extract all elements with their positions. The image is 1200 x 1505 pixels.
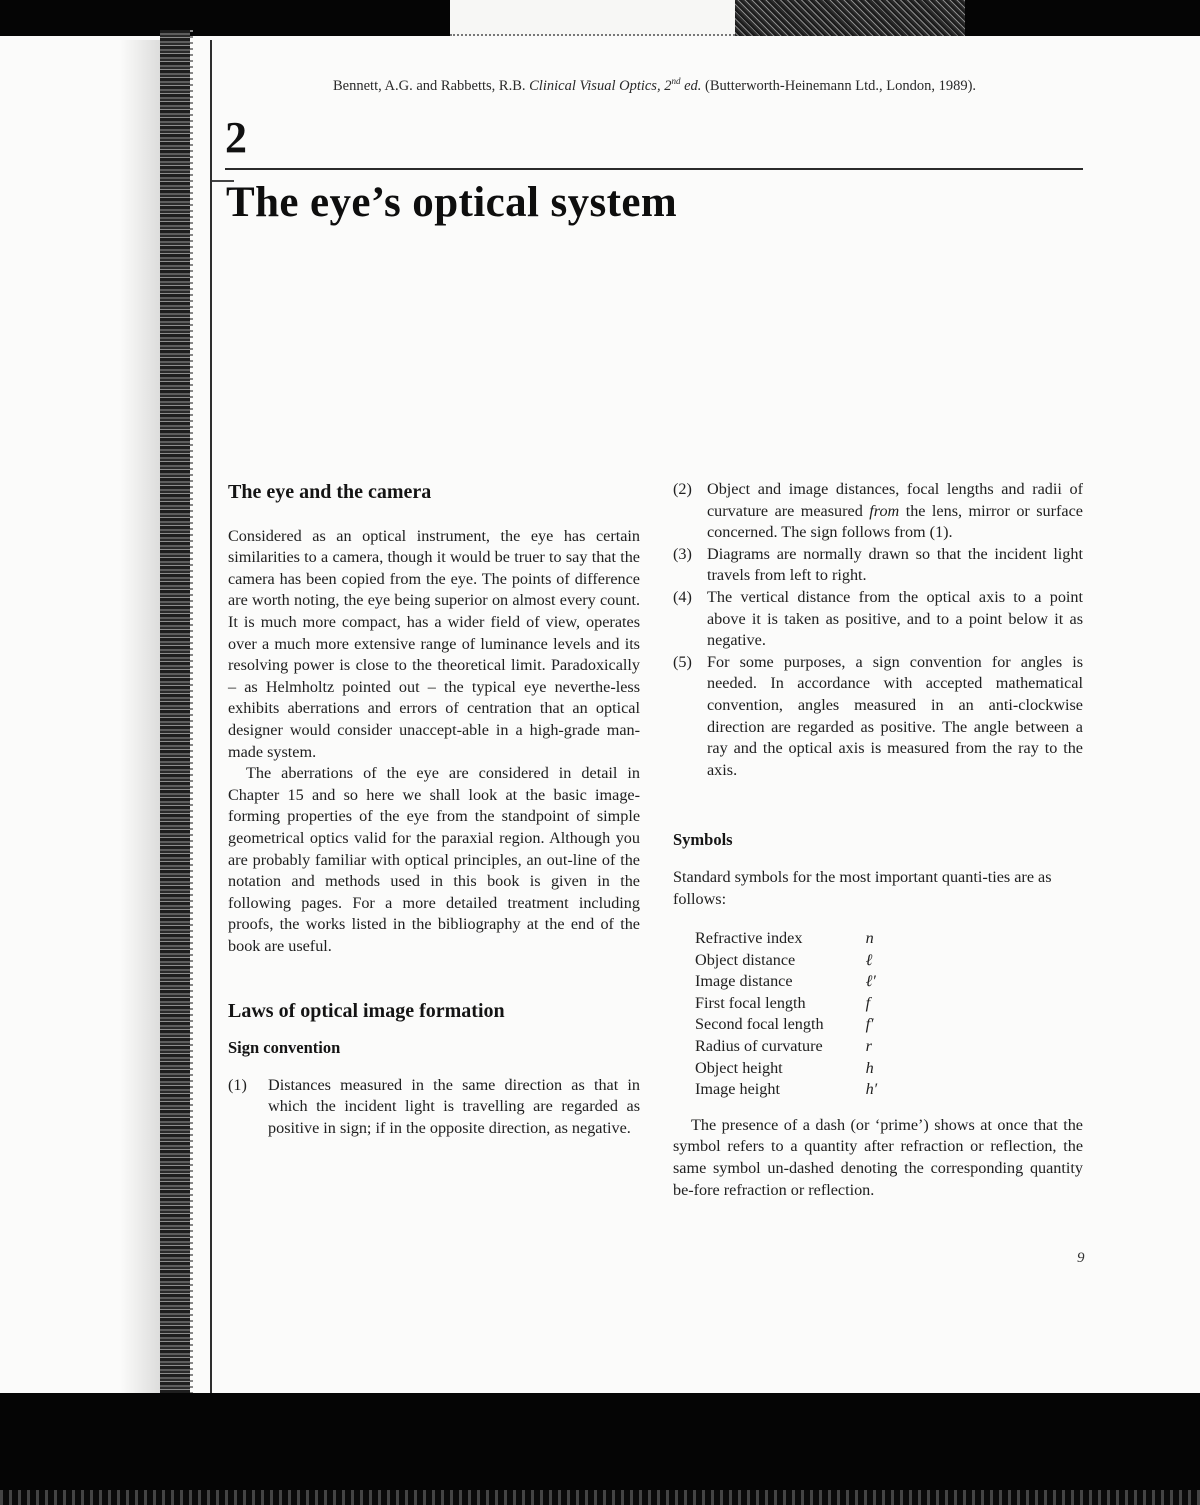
table-row bbox=[695, 1058, 877, 1080]
symbols-intro: Standard symbols for the most important quanti-ties are as follows: bbox=[673, 867, 1052, 908]
symbol-name: Object distance bbox=[695, 950, 796, 969]
symbol-name: Object height bbox=[695, 1058, 783, 1077]
citation-publisher: (Butterworth-Heinemann Ltd., London, 1989). bbox=[705, 77, 977, 94]
paragraph-1: Considered as an optical instrument, the eye has certain similarities to a camera, though it would be truer to say that the camera has been copied from the eye. The points of difference are worth noting, the eye being superior on almost every count. It is much more compact, has a wider field of view, operates over a much more extensive range of luminance levels and its resolving power is close to the theoretical limit. Paradoxically – as Helmholtz pointed out – the typical eye neverthe-less exhibits aberrations and errors of centration that an optical designer would consider unaccept-able in a high-grade man-made system. bbox=[228, 526, 640, 761]
symbols-note: The presence of a dash (or ‘prime’) shows at once that the symbol refers to a quantity after refraction or reflection, the same symbol un-dashed denoting the corresponding quantity be-fore refraction or reflection. bbox=[673, 1115, 1083, 1199]
section-heading-laws: Laws of optical image formation bbox=[228, 1000, 505, 1023]
list-item-number: (5) bbox=[673, 652, 692, 671]
list-item-number: (3) bbox=[673, 544, 692, 563]
sign-rules-list-right bbox=[673, 479, 1083, 781]
symbol-name: Image distance bbox=[695, 972, 793, 991]
scan-bottom-border bbox=[0, 1393, 1200, 1505]
table-row bbox=[695, 971, 877, 993]
citation-edition: ed. bbox=[684, 77, 702, 94]
citation bbox=[333, 72, 1053, 96]
symbol-value: n bbox=[865, 929, 874, 948]
citation-sup: nd bbox=[671, 76, 681, 86]
scan-top-grain bbox=[735, 0, 965, 36]
page-margin-rule bbox=[210, 40, 212, 1420]
list-item bbox=[673, 544, 1083, 587]
list-item-text: the lens, mirror or surface concerned. The sign follows from (1). bbox=[707, 501, 1083, 542]
symbol-value: ℓ′ bbox=[865, 972, 876, 991]
citation-authors: Bennett, A.G. and Rabbetts, R.B. bbox=[333, 77, 526, 94]
symbol-value: ℓ bbox=[865, 950, 873, 969]
citation-book: Clinical Visual Optics, 2 bbox=[529, 77, 672, 94]
list-item-text: For some purposes, a sign convention for angles is needed. In accordance with accepted mathematical convention, angles measured in an anti-clockwise direction are regarded as positive. The angle between a ray and the optical axis is measured from the ray to the axis. bbox=[707, 652, 1083, 779]
list-item-text: Diagrams are normally drawn so that the incident light travels from left to right. bbox=[707, 544, 1083, 585]
symbol-name: Refractive index bbox=[695, 929, 803, 948]
list-item bbox=[673, 587, 1083, 652]
symbol-value: h bbox=[865, 1058, 874, 1077]
page-title: The eye’s optical system bbox=[226, 179, 678, 226]
title-rule bbox=[225, 168, 1083, 170]
symbol-value: r bbox=[865, 1037, 872, 1056]
scan-top-notch bbox=[450, 0, 735, 36]
list-item-number: (1) bbox=[228, 1075, 247, 1094]
list-item-number: (2) bbox=[673, 480, 692, 498]
symbol-name: Radius of curvature bbox=[695, 1037, 823, 1056]
list-item-text: Distances measured in the same direction as that in which the incident light is travelling are regarded as positive in sign; if in the opposite direction, as negative. bbox=[268, 1075, 640, 1137]
sign-rules-list-left bbox=[228, 1075, 640, 1140]
list-item-text: The vertical distance from the optical axis to a point above it is taken as positive, and to a point below it as negative. bbox=[707, 587, 1083, 650]
table-row bbox=[695, 1079, 877, 1101]
chapter-number: 2 bbox=[225, 113, 247, 162]
symbol-value: f′ bbox=[865, 1015, 874, 1034]
scan-left-shadow bbox=[120, 40, 160, 1440]
list-item bbox=[673, 479, 1083, 544]
table-row bbox=[695, 1036, 877, 1058]
book-spine-edge bbox=[190, 30, 193, 1440]
book-spine bbox=[160, 30, 190, 1440]
symbol-name: First focal length bbox=[695, 993, 806, 1012]
table-row bbox=[695, 950, 877, 972]
left-column bbox=[228, 482, 640, 1139]
table-row bbox=[695, 1014, 877, 1036]
symbol-value: f bbox=[865, 993, 871, 1012]
section-heading-eye-camera: The eye and the camera bbox=[228, 481, 432, 503]
subheading-symbols: Symbols bbox=[673, 830, 733, 850]
page-number: 9 bbox=[1077, 1250, 1085, 1266]
subheading-sign-convention: Sign convention bbox=[228, 1038, 341, 1058]
list-item-text: Object and image distances, focal lengths and radii of curvature are measured bbox=[707, 480, 1083, 520]
right-column bbox=[673, 479, 1083, 1201]
list-item-emphasis: from bbox=[869, 501, 900, 520]
table-row bbox=[695, 993, 877, 1015]
table-row bbox=[695, 928, 877, 950]
paragraph-2: The aberrations of the eye are considered in detail in Chapter 15 and so here we shall look at the basic image-forming properties of the eye from the standpoint of simple geometrical optics valid for the paraxial region. Although you are probably familiar with optical principles, an out-line of the notation and methods used in this book is given in the following pages. For a more detailed treatment including proofs, the works listed in the bibliography at the end of the book are useful. bbox=[228, 764, 640, 955]
list-item bbox=[673, 652, 1083, 782]
symbols-table bbox=[695, 928, 877, 1101]
scan-bottom-edge bbox=[0, 1490, 1200, 1505]
symbol-name: Image height bbox=[695, 1080, 780, 1099]
symbol-name: Second focal length bbox=[695, 1015, 824, 1034]
list-item-number: (4) bbox=[673, 587, 692, 606]
list-item bbox=[228, 1075, 640, 1140]
symbol-value: h′ bbox=[865, 1080, 878, 1099]
